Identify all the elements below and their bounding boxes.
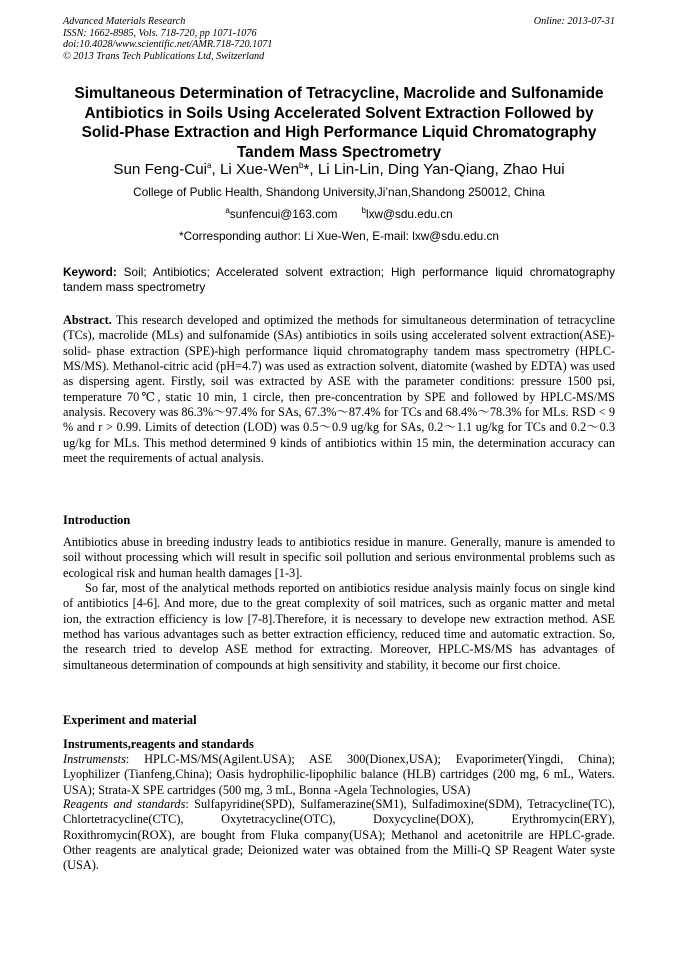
email-address: sunfencui@163.com [229,207,338,221]
journal-name: Advanced Materials Research [63,16,186,27]
reagents-label: Reagents and standards [63,797,186,811]
journal-header [63,16,615,62]
corresponding-author: *Corresponding author: Li Xue-Wen, E-mail: lxw@sdu.edu.cn [179,229,499,243]
title-line: Simultaneous Determination of Tetracycline, Macrolide and Sulfonamide [74,85,604,102]
section-heading-experiment: Experiment and material [63,713,197,727]
abstract-text: This research developed and optimized the methods for simultaneous determination of tetracycline (TCs), macrolide (MLs) and sulfonamide (SAs) antibiotics in soils using accelerated solvent extraction(ASE)- solid- phase extraction (SPE)-high performance liquid chromatography tandem mass spectrometry (HPLC-MS/MS). Methanol-citric acid (pH=4.7) was used as extraction solvent, diatomite (washed by EDTA) was used as dispersing agent. Firstly, soil was extracted by ASE with the parameter conditions: pressure 1500 psi, temperature 70℃, static 10 min, 1 circle, then pre-concentration by SPE and followed by HPLC-MS/MS analysis. Recovery was 86.3%～97.4% for SAs, 67.3%～87.4% for TCs and 68.4%～78.3% for MLs. RSD < 9 % and r > 0.99. Limits of detection (LOD) was 0.5～0.9 ug/kg for SAs, 0.2～1.1 ug/kg for TCs and 0.2～0.3 ug/kg for MLs. This method determined 9 kinds of antibiotics within 15 min, the determination accuracy can meet the requirements of actual analysis. [63,313,615,466]
keyword-text: Soil; Antibiotics; Accelerated solvent extraction; High performance liquid chromatography tandem mass spectrometry [63,265,615,295]
paper-title [63,84,615,162]
affiliation: College of Public Health, Shandong University,Ji’nan,Shandong 250012, China [133,185,545,199]
email-address: lxw@sdu.edu.cn [365,207,453,221]
title-line: Antibiotics in Soils Using Accelerated Solvent Extraction Followed by [84,104,594,122]
author-separator: , [211,161,220,178]
email-marker: a [225,206,230,216]
title-line: Tandem Mass Spectrometry [236,143,442,161]
author-names-rest: , Li Lin-Lin, Ding Yan-Qiang, Zhao Hui [309,161,565,178]
author-name: Sun Feng-Cui [113,161,208,178]
copyright-line: © 2013 Trans Tech Publications Ltd, Switzerland [63,50,265,62]
affil-marker: a [207,160,212,170]
subsection-heading: Instruments,reagents and standards [63,737,254,751]
keyword-label: Keyword: [63,265,117,279]
affil-marker: b [299,160,304,170]
author-list [63,161,615,179]
instruments-paragraph [63,752,615,798]
reagents-text: : Sulfapyridine(SPD), Sulfamerazine(SM1), Sulfadimoxine(SDM), Tetracycline(TC), Chlortetracycline(CTC), Oxytetracycline(OTC), Doxycycline(DOX), Erythromycin(ERY), Roxithromycin(ROX), are bought from Fluka company(USA); Methanol and acetonitrile are HPLC-grade. Other reagents are analytical grade; Deionized water was obtained from the Milli-Q SP Reagent Water syste (USA). [63,797,615,873]
instruments-text: : HPLC-MS/MS(Agilent.USA); ASE 300(Dionex,USA); Evaporimeter(Yingdi, China); Lyophilizer (Tianfeng,China); Oasis hydrophilic-lipophilic balance (HLB) cartridges (200 mg, 6 mL, Waters. USA); Strata-X SPE cartridges (500 mg, 3 mL, Bonna -Agela Technologies, USA) [63,752,615,797]
author-emails [63,207,615,221]
intro-paragraph: So far, most of the analytical methods reported on antibiotics residue analysis mainly focus on single kind of antibiotics [4-6]. And more, due to the great complexity of soil matrices, such as organic matter and metal ion, the extraction efficiency is low [7-8].Therefore, it is necessary to develope new extraction method. ASE method has various advantages such as better extraction efficiency, reduced time and automatic extraction. So, the research tried to develop ASE method for extracting. Moreover, HPLC-MS/MS has advantages of simultaneous determination of compounds at high sensitivity and stability, it become our first choice. [63,581,615,672]
keywords [63,265,615,295]
reagents-paragraph [63,797,615,874]
author-name: Li Xue-Wen [219,161,300,178]
abstract-label: Abstract. [63,313,112,327]
title-line: Solid-Phase Extraction and High Performance Liquid Chromatography [81,124,597,142]
section-heading-introduction: Introduction [63,513,131,527]
instruments-label: Instrumensts [63,752,126,766]
doi-line: doi:10.4028/www.scientific.net/AMR.718-720.1071 [63,39,273,51]
online-date: Online: 2013-07-31 [533,16,615,27]
intro-paragraph: Antibiotics abuse in breeding industry leads to antibiotics residue in manure. Generally, manure is amended to soil without processing which will result in specific soil pollution and serious environmental problems such as ecological risk and human health damages [1-3]. [63,535,615,580]
abstract [63,313,615,466]
corresponding-mark: * [303,161,310,178]
issn-line: ISSN: 1662-8985, Vols. 718-720, pp 1071-1076 [63,27,257,39]
email-marker: b [361,206,366,216]
